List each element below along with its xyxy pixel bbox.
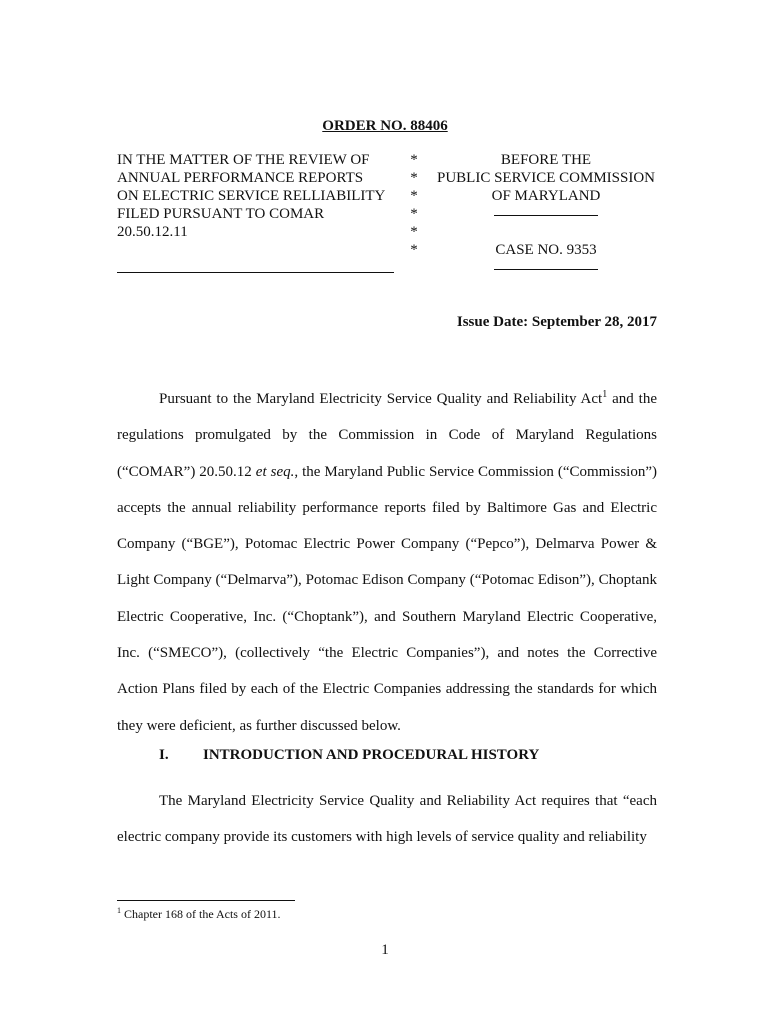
caption-left-line: ANNUAL PERFORMANCE REPORTS bbox=[117, 170, 364, 186]
case-number: CASE NO. 9353 bbox=[495, 242, 597, 258]
body-paragraph-2 bbox=[117, 783, 657, 856]
caption-left-line: FILED PURSUANT TO COMAR bbox=[117, 206, 325, 222]
order-title: ORDER NO. 88406 bbox=[322, 118, 448, 134]
section-heading bbox=[159, 747, 539, 764]
caption-left-line: IN THE MATTER OF THE REVIEW OF bbox=[117, 152, 370, 168]
caption-right-rule-row bbox=[426, 205, 666, 223]
body-paragraph-1 bbox=[117, 381, 657, 744]
caption-left-line: 20.50.12.11 bbox=[117, 224, 188, 240]
footnote-reference: 1 bbox=[602, 389, 608, 400]
section-title: INTRODUCTION AND PROCEDURAL HISTORY bbox=[203, 747, 540, 763]
section-number: I. bbox=[159, 747, 169, 763]
caption-right bbox=[426, 151, 666, 277]
caption-left bbox=[117, 151, 402, 241]
caption-right-line: BEFORE THE bbox=[500, 152, 592, 168]
caption-right-line: OF MARYLAND bbox=[491, 188, 601, 204]
paragraph-text: and the regulations promulgated by the Commission in Code of Maryland Regulations (“COMAR”) 20.50.12 bbox=[117, 391, 658, 480]
caption-right-line: PUBLIC SERVICE COMMISSION bbox=[437, 170, 655, 186]
caption-right-rule bbox=[494, 215, 598, 216]
caption-star: * bbox=[410, 224, 418, 240]
caption-star: * bbox=[410, 242, 418, 258]
caption-left-line: ON ELECTRIC SERVICE RELLIABILITY bbox=[117, 188, 386, 204]
footnote-text: Chapter 168 of the Acts of 2011. bbox=[121, 907, 281, 921]
issue-date: Issue Date: September 28, 2017 bbox=[456, 314, 657, 330]
caption-right-blank bbox=[426, 223, 666, 241]
footnote bbox=[117, 907, 281, 922]
caption-star: * bbox=[410, 188, 418, 204]
footnote-number: 1 bbox=[117, 906, 121, 915]
paragraph-text: Pursuant to the Maryland Electricity Service Quality and Reliability Act bbox=[159, 391, 603, 407]
caption-stars bbox=[408, 151, 420, 259]
paragraph-text: , the Maryland Public Service Commission (“Commission”) accepts the annual reliability performance reports filed by Baltimore Gas and Electric Company (“BGE”), Potomac Electric Power Company (“Pepco”), Delmarva Power & Light Company (“Delmarva”), Potomac Edison Company (“Potomac Edison”), Choptank Electric Cooperative, Inc. (“Choptank”), and Southern Maryland Electric Cooperative, Inc. (“SMECO”), (collectively “the Electric Companies”), and notes the Corrective Action Plans filed by each of the Electric Companies addressing the standards for which they were deficient, as further discussed below. bbox=[117, 463, 657, 734]
caption-star: * bbox=[410, 152, 418, 168]
paragraph-text: The Maryland Electricity Service Quality and Reliability Act requires that “each electric company provide its customers with high levels of service quality and reliability bbox=[117, 793, 657, 846]
caption-right-rule-row bbox=[426, 259, 666, 277]
paragraph-italic-text: et seq. bbox=[255, 463, 295, 480]
page-number: 1 bbox=[381, 942, 389, 958]
caption-left-rule bbox=[117, 272, 394, 273]
footnote-separator bbox=[117, 900, 295, 901]
caption-right-rule bbox=[494, 269, 598, 270]
caption-star: * bbox=[410, 206, 418, 222]
caption-star: * bbox=[410, 170, 418, 186]
